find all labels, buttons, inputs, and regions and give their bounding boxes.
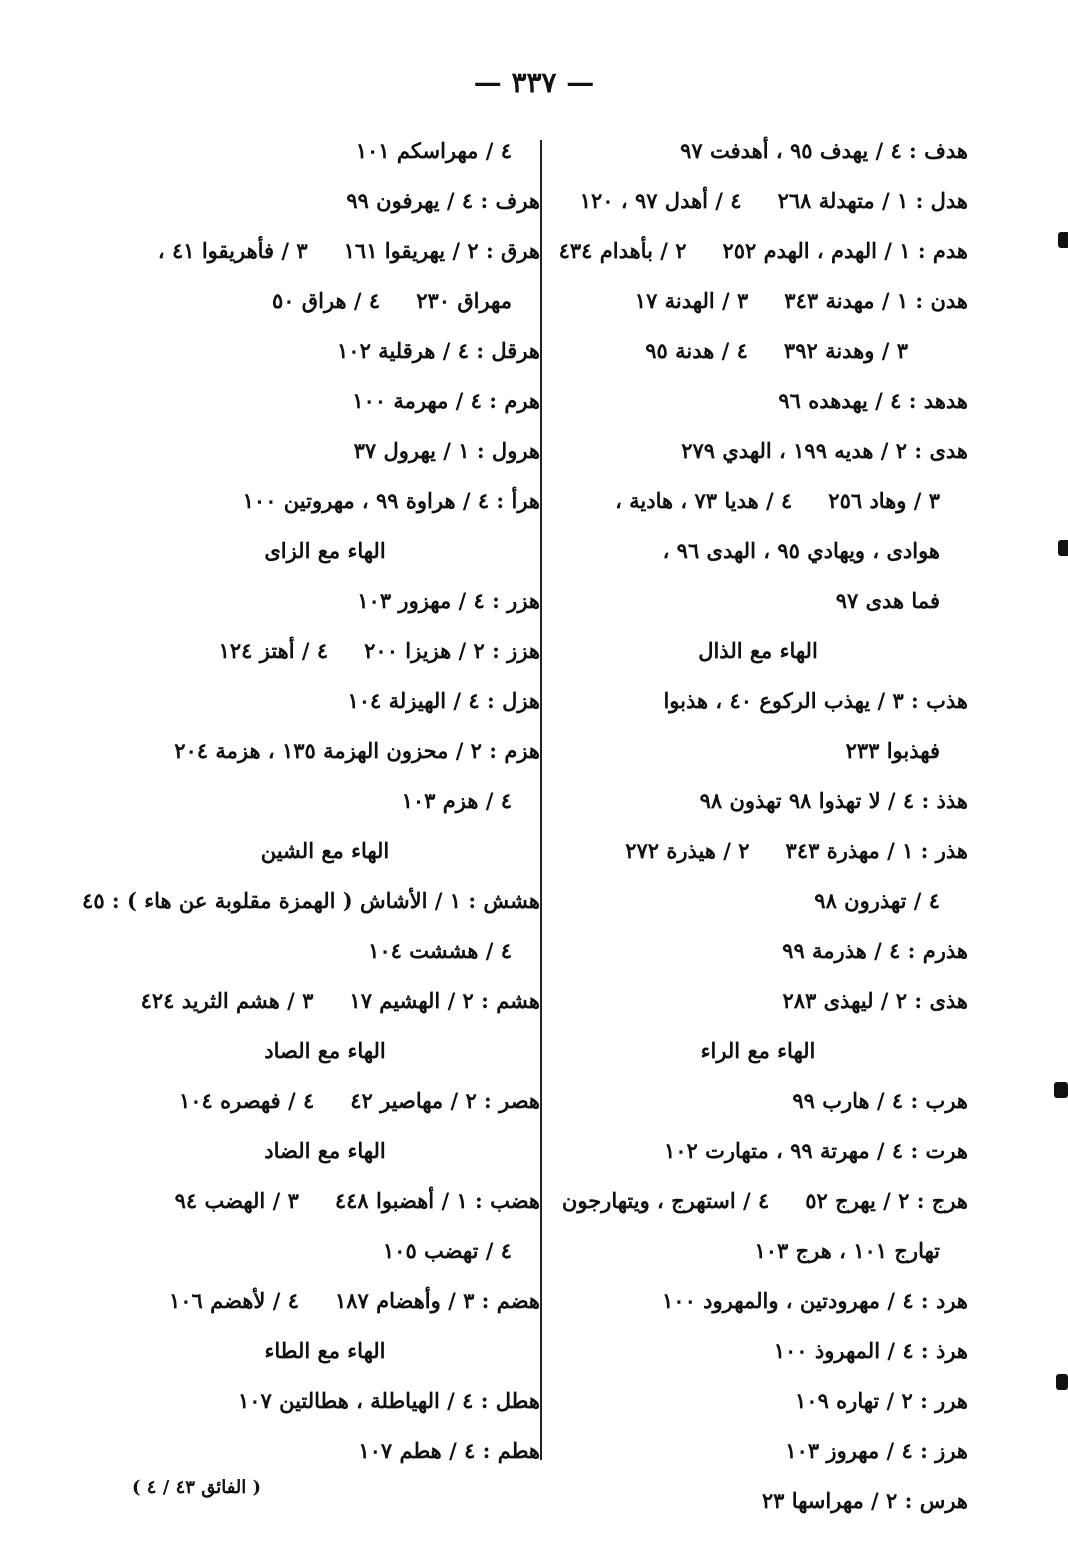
section-heading xyxy=(110,1340,540,1364)
entry-text: هرول : ١ / يهرول ٣٧ xyxy=(353,438,540,463)
entry-text: فما هدى ٩٧ xyxy=(835,588,940,613)
binding-mark xyxy=(1054,1082,1068,1098)
left-column xyxy=(82,138,540,1490)
index-entry xyxy=(110,1090,540,1114)
entry-text: هزز : ٢ / هزيزا ٢٠٠ xyxy=(364,638,540,663)
entry-text: هضم : ٣ / وأهضام ١٨٧ xyxy=(334,1288,540,1313)
entry-text: هدن : ١ / مهدنة ٣٤٣ xyxy=(784,288,968,313)
entry-text: هذب : ٣ / يهذب الركوع ٤٠ ، هذبوا xyxy=(663,688,968,713)
entry-text: هذر : ١ / مهذرة ٣٤٣ xyxy=(785,838,968,863)
entry-text: ٣ / وهدنة ٣٩٢ xyxy=(783,338,908,363)
entry-text: هزر : ٤ / مهزور ١٠٣ xyxy=(357,588,540,613)
entry-text: الهاء مع الشين xyxy=(260,838,390,863)
index-entry xyxy=(548,840,968,864)
entry-text: هرف : ٤ / يهرفون ٩٩ xyxy=(346,188,540,213)
entry-text: هطل : ٤ / الهياطلة ، هطالتين ١٠٧ xyxy=(237,1388,540,1413)
entry-text: هدل : ١ / متهدلة ٢٦٨ xyxy=(777,188,968,213)
section-heading xyxy=(110,840,540,864)
entry-text: هصر : ٢ / مهاصير ٤٢ xyxy=(350,1088,540,1113)
page-number: — ٣٣٧ — xyxy=(473,66,595,99)
entry-text: هرت : ٤ / مهرتة ٩٩ ، متهارت ١٠٢ xyxy=(663,1138,968,1163)
index-entry xyxy=(548,940,968,964)
index-entry xyxy=(110,140,540,164)
binding-mark xyxy=(1056,1374,1068,1390)
index-entry xyxy=(548,440,968,464)
entry-text: الهاء مع الطاء xyxy=(264,1338,386,1363)
index-entry xyxy=(548,1140,968,1164)
index-entry xyxy=(110,1290,540,1314)
entry-text: ٤ / تهذرون ٩٨ xyxy=(814,888,940,913)
entry-text: هرر : ٢ / تهاره ١٠٩ xyxy=(795,1388,968,1413)
section-heading xyxy=(110,1140,540,1164)
entry-text: هذرم : ٤ / هذرمة ٩٩ xyxy=(782,938,968,963)
entry-text: هرس : ٢ / مهراسها ٢٣ xyxy=(761,1488,968,1513)
entry-text: ٤ / هراق ٥٠ xyxy=(271,288,381,313)
entry-text: فهذبوا ٢٣٣ xyxy=(845,738,940,763)
index-entry xyxy=(110,240,540,264)
entry-text: ٤ / هششت ١٠٤ xyxy=(368,938,512,963)
index-entry xyxy=(548,1490,968,1514)
entry-text: هرق : ٢ / يهريقوا ١٦١ xyxy=(343,238,540,263)
section-heading xyxy=(110,540,540,564)
entry-text: ٤ / هزم ١٠٣ xyxy=(401,788,512,813)
entry-text: هذذ : ٤ / لا تهذوا ٩٨ تهذون ٩٨ xyxy=(699,788,968,813)
index-entry xyxy=(548,790,968,814)
entry-text: ٤ / هدنة ٩٥ xyxy=(645,338,748,363)
index-entry xyxy=(82,888,540,914)
entry-text: ٤ / لأهضم ١٠٦ xyxy=(169,1288,299,1313)
index-entry xyxy=(548,690,968,714)
section-heading xyxy=(548,640,968,664)
index-entry xyxy=(548,590,968,614)
entry-text: ٢ / هيذرة ٢٧٢ xyxy=(625,838,750,863)
index-entry xyxy=(110,990,540,1014)
index-entry xyxy=(110,390,540,414)
entry-text: هطم : ٤ / هطم ١٠٧ xyxy=(358,1438,540,1463)
section-heading xyxy=(110,1040,540,1064)
entry-text: ٤ / استهرج ، ويتهارجون xyxy=(561,1188,770,1213)
entry-text: ٣ / هشم الثريد ٤٢٤ xyxy=(140,988,314,1013)
index-entry xyxy=(548,1090,968,1114)
binding-mark xyxy=(1058,232,1068,248)
entry-text: ٤ / تهضب ١٠٥ xyxy=(382,1238,512,1263)
entry-text: الهاء مع الذال xyxy=(698,638,818,663)
entry-text: مهراق ٢٣٠ xyxy=(416,288,512,313)
entry-text: هذى : ٢ / ليهذى ٢٨٣ xyxy=(782,988,968,1013)
entry-text: هشم : ٢ / الهشيم ١٧ xyxy=(349,988,540,1013)
index-entry xyxy=(548,890,968,914)
index-entry xyxy=(548,1440,968,1464)
entry-text: ٤ / مهراسكم ١٠١ xyxy=(355,138,512,163)
entry-text: ٢ / بأهدام ٤٣٤ xyxy=(558,238,687,263)
entry-text: ٤ / أهدل ٩٧ ، ١٢٠ xyxy=(579,188,742,213)
index-entry xyxy=(110,590,540,614)
index-entry xyxy=(548,1190,968,1214)
footer-reference: ( الفائق ٤٣ / ٤ ) xyxy=(132,1477,262,1498)
entry-text: هرقل : ٤ / هرقلية ١٠٢ xyxy=(337,338,540,363)
index-entry xyxy=(110,1240,540,1264)
entry-text: هدم : ١ / الهدم ، الهدم ٢٥٢ xyxy=(722,238,968,263)
entry-text: هزم : ٢ / محزون الهزمة ١٣٥ ، هزمة ٢٠٤ xyxy=(174,738,540,763)
entry-text: هرد : ٤ / مهرودتين ، والمهرود ١٠٠ xyxy=(662,1288,968,1313)
index-entry xyxy=(548,140,968,164)
index-entry xyxy=(110,790,540,814)
entry-text: هزل : ٤ / الهيزلة ١٠٤ xyxy=(347,688,540,713)
index-entry xyxy=(548,490,968,514)
index-entry xyxy=(548,1240,968,1264)
entry-text: هدف : ٤ / يهدف ٩٥ ، أهدفت ٩٧ xyxy=(680,138,968,163)
entry-text: هرم : ٤ / مهرمة ١٠٠ xyxy=(352,388,540,413)
index-entry xyxy=(110,490,540,514)
entry-text: هرذ : ٤ / المهروذ ١٠٠ xyxy=(773,1338,968,1363)
entry-text: هرج : ٢ / يهرج ٥٢ xyxy=(805,1188,968,1213)
entry-text: ٣ / فأهريقوا ٤١ ، xyxy=(157,238,308,263)
entry-text: ٤ / فهصره ١٠٤ xyxy=(178,1088,315,1113)
entry-text: ٣ / الهدنة ١٧ xyxy=(634,288,749,313)
index-entry xyxy=(110,1440,540,1464)
entry-text: الهاء مع الراء xyxy=(700,1038,816,1063)
index-entry xyxy=(548,390,968,414)
index-entry xyxy=(548,990,968,1014)
index-entry xyxy=(548,290,968,314)
entry-text: ٣ / وهاد ٢٥٦ xyxy=(828,488,940,513)
entry-text: هشش : ١ / الأشاش ( الهمزة مقلوبة عن هاء ) : ٤٥ xyxy=(82,888,540,913)
index-entry xyxy=(548,540,968,564)
index-entry xyxy=(548,1290,968,1314)
index-entry xyxy=(110,690,540,714)
index-entry xyxy=(110,940,540,964)
section-heading xyxy=(548,1040,968,1064)
index-entry xyxy=(548,740,968,764)
index-entry xyxy=(110,290,540,314)
entry-text: هدهد : ٤ / يهدهده ٩٦ xyxy=(778,388,968,413)
entry-text: ٤ / هديا ٧٣ ، هادية ، xyxy=(615,488,793,513)
index-entry xyxy=(548,340,968,364)
right-column xyxy=(548,140,968,1540)
entry-text: هدى : ٢ / هديه ١٩٩ ، الهدي ٢٧٩ xyxy=(681,438,968,463)
column-divider xyxy=(540,140,542,1460)
index-entry xyxy=(548,190,968,214)
entry-text: ٣ / الهضب ٩٤ xyxy=(174,1188,299,1213)
entry-text: هوادى ، ويهادي ٩٥ ، الهدى ٩٦ ، xyxy=(662,538,940,563)
index-entry xyxy=(110,340,540,364)
binding-mark xyxy=(1058,540,1068,556)
entry-text: الهاء مع الضاد xyxy=(264,1138,386,1163)
index-entry xyxy=(110,190,540,214)
entry-text: ٤ / أهتز ١٢٤ xyxy=(218,638,329,663)
entry-text: الهاء مع الزاى xyxy=(264,538,386,563)
index-entry xyxy=(548,1340,968,1364)
index-entry xyxy=(110,1190,540,1214)
index-entry xyxy=(110,440,540,464)
entry-text: تهارج ١٠١ ، هرج ١٠٣ xyxy=(754,1238,940,1263)
entry-text: هرب : ٤ / هارب ٩٩ xyxy=(792,1088,968,1113)
index-entry xyxy=(548,240,968,264)
entry-text: هرأ : ٤ / هراوة ٩٩ ، مهروتين ١٠٠ xyxy=(242,488,540,513)
index-entry xyxy=(110,740,540,764)
entry-text: هضب : ١ / أهضبوا ٤٤٨ xyxy=(334,1188,540,1213)
index-entry xyxy=(110,1390,540,1414)
index-entry xyxy=(110,640,540,664)
index-entry xyxy=(548,1390,968,1414)
entry-text: هرز : ٤ / مهروز ١٠٣ xyxy=(785,1438,968,1463)
entry-text: الهاء مع الصاد xyxy=(264,1038,386,1063)
